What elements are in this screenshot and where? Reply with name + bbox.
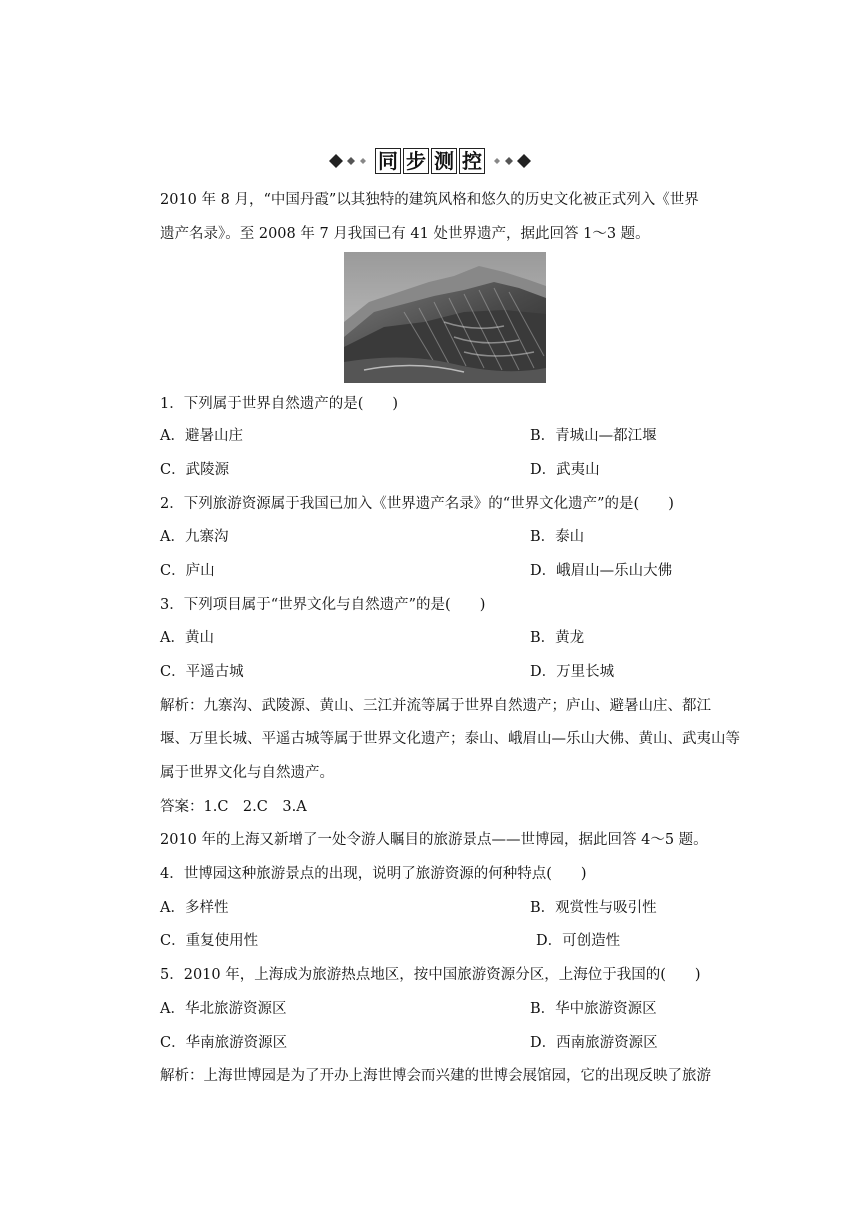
question-4-option-b: B．观赏性与吸引性	[530, 900, 657, 916]
question-5-option-d: D．西南旅游资源区	[530, 1035, 658, 1051]
question-4-option-a: A．多样性	[160, 900, 229, 916]
question-5-option-b: B．华中旅游资源区	[530, 1001, 657, 1017]
analysis-1-line-1: 解析：九寨沟、武陵源、黄山、三江并流等属于世界自然遗产；庐山、避暑山庄、都江	[160, 698, 711, 714]
analysis-1-line-2: 堰、万里长城、平遥古城等属于世界文化遗产；泰山、峨眉山—乐山大佛、黄山、武夷山等	[160, 731, 740, 747]
question-2-option-c: C．庐山	[160, 563, 215, 579]
intro-line-2: 遗产名录》。至 2008 年 7 月我国已有 41 处世界遗产，据此回答 1～3 题。	[160, 226, 650, 242]
question-3-option-b: B．黄龙	[530, 630, 585, 646]
question-3-stem: 3．下列项目属于“世界文化与自然遗产”的是( )	[160, 597, 486, 613]
question-3-option-c: C．平遥古城	[160, 664, 244, 680]
analysis-2-line-1: 解析：上海世博园是为了开办上海世博会而兴建的世博会展馆园，它的出现反映了旅游	[160, 1068, 711, 1084]
question-1-option-a: A．避暑山庄	[160, 428, 243, 444]
question-2-stem: 2．下列旅游资源属于我国已加入《世界遗产名录》的“世界文化遗产”的是( )	[160, 496, 674, 512]
question-4-option-c: C．重复使用性	[160, 933, 259, 949]
title-char: 控	[459, 148, 485, 174]
diamond-ornament-left-icon	[329, 154, 369, 168]
question-1-option-d: D．武夷山	[530, 462, 600, 478]
intro-2: 2010 年的上海又新增了一处令游人瞩目的旅游景点——世博园，据此回答 4～5 题。	[160, 832, 708, 848]
question-2-option-b: B．泰山	[530, 529, 585, 545]
question-2-option-d: D．峨眉山—乐山大佛	[530, 563, 673, 579]
question-4-option-d: D．可创造性	[536, 933, 621, 949]
question-4-stem: 4．世博园这种旅游景点的出现，说明了旅游资源的何种特点( )	[160, 866, 587, 882]
answer-1: 答案：1.C 2.C 3.A	[160, 799, 307, 815]
question-5-stem: 5．2010 年，上海成为旅游热点地区，按中国旅游资源分区，上海位于我国的( )	[160, 967, 701, 983]
question-3-option-a: A．黄山	[160, 630, 214, 646]
diamond-ornament-right-icon	[491, 154, 531, 168]
danxia-landform-photo	[344, 252, 546, 383]
section-header	[0, 148, 860, 174]
title-char: 测	[431, 148, 457, 174]
title-char: 步	[403, 148, 429, 174]
analysis-1-line-3: 属于世界文化与自然遗产。	[160, 765, 334, 781]
question-3-option-d: D．万里长城	[530, 664, 615, 680]
question-1-stem: 1．下列属于世界自然遗产的是( )	[160, 396, 399, 412]
question-1-option-b: B．青城山—都江堰	[530, 428, 657, 444]
title-char: 同	[375, 148, 401, 174]
question-5-option-c: C．华南旅游资源区	[160, 1035, 288, 1051]
question-2-option-a: A．九寨沟	[160, 529, 229, 545]
question-1-option-c: C．武陵源	[160, 462, 230, 478]
section-title	[375, 148, 485, 174]
intro-line-1: 2010 年 8 月，“中国丹霞”以其独特的建筑风格和悠久的历史文化被正式列入《世界	[160, 192, 699, 208]
question-5-option-a: A．华北旅游资源区	[160, 1001, 287, 1017]
